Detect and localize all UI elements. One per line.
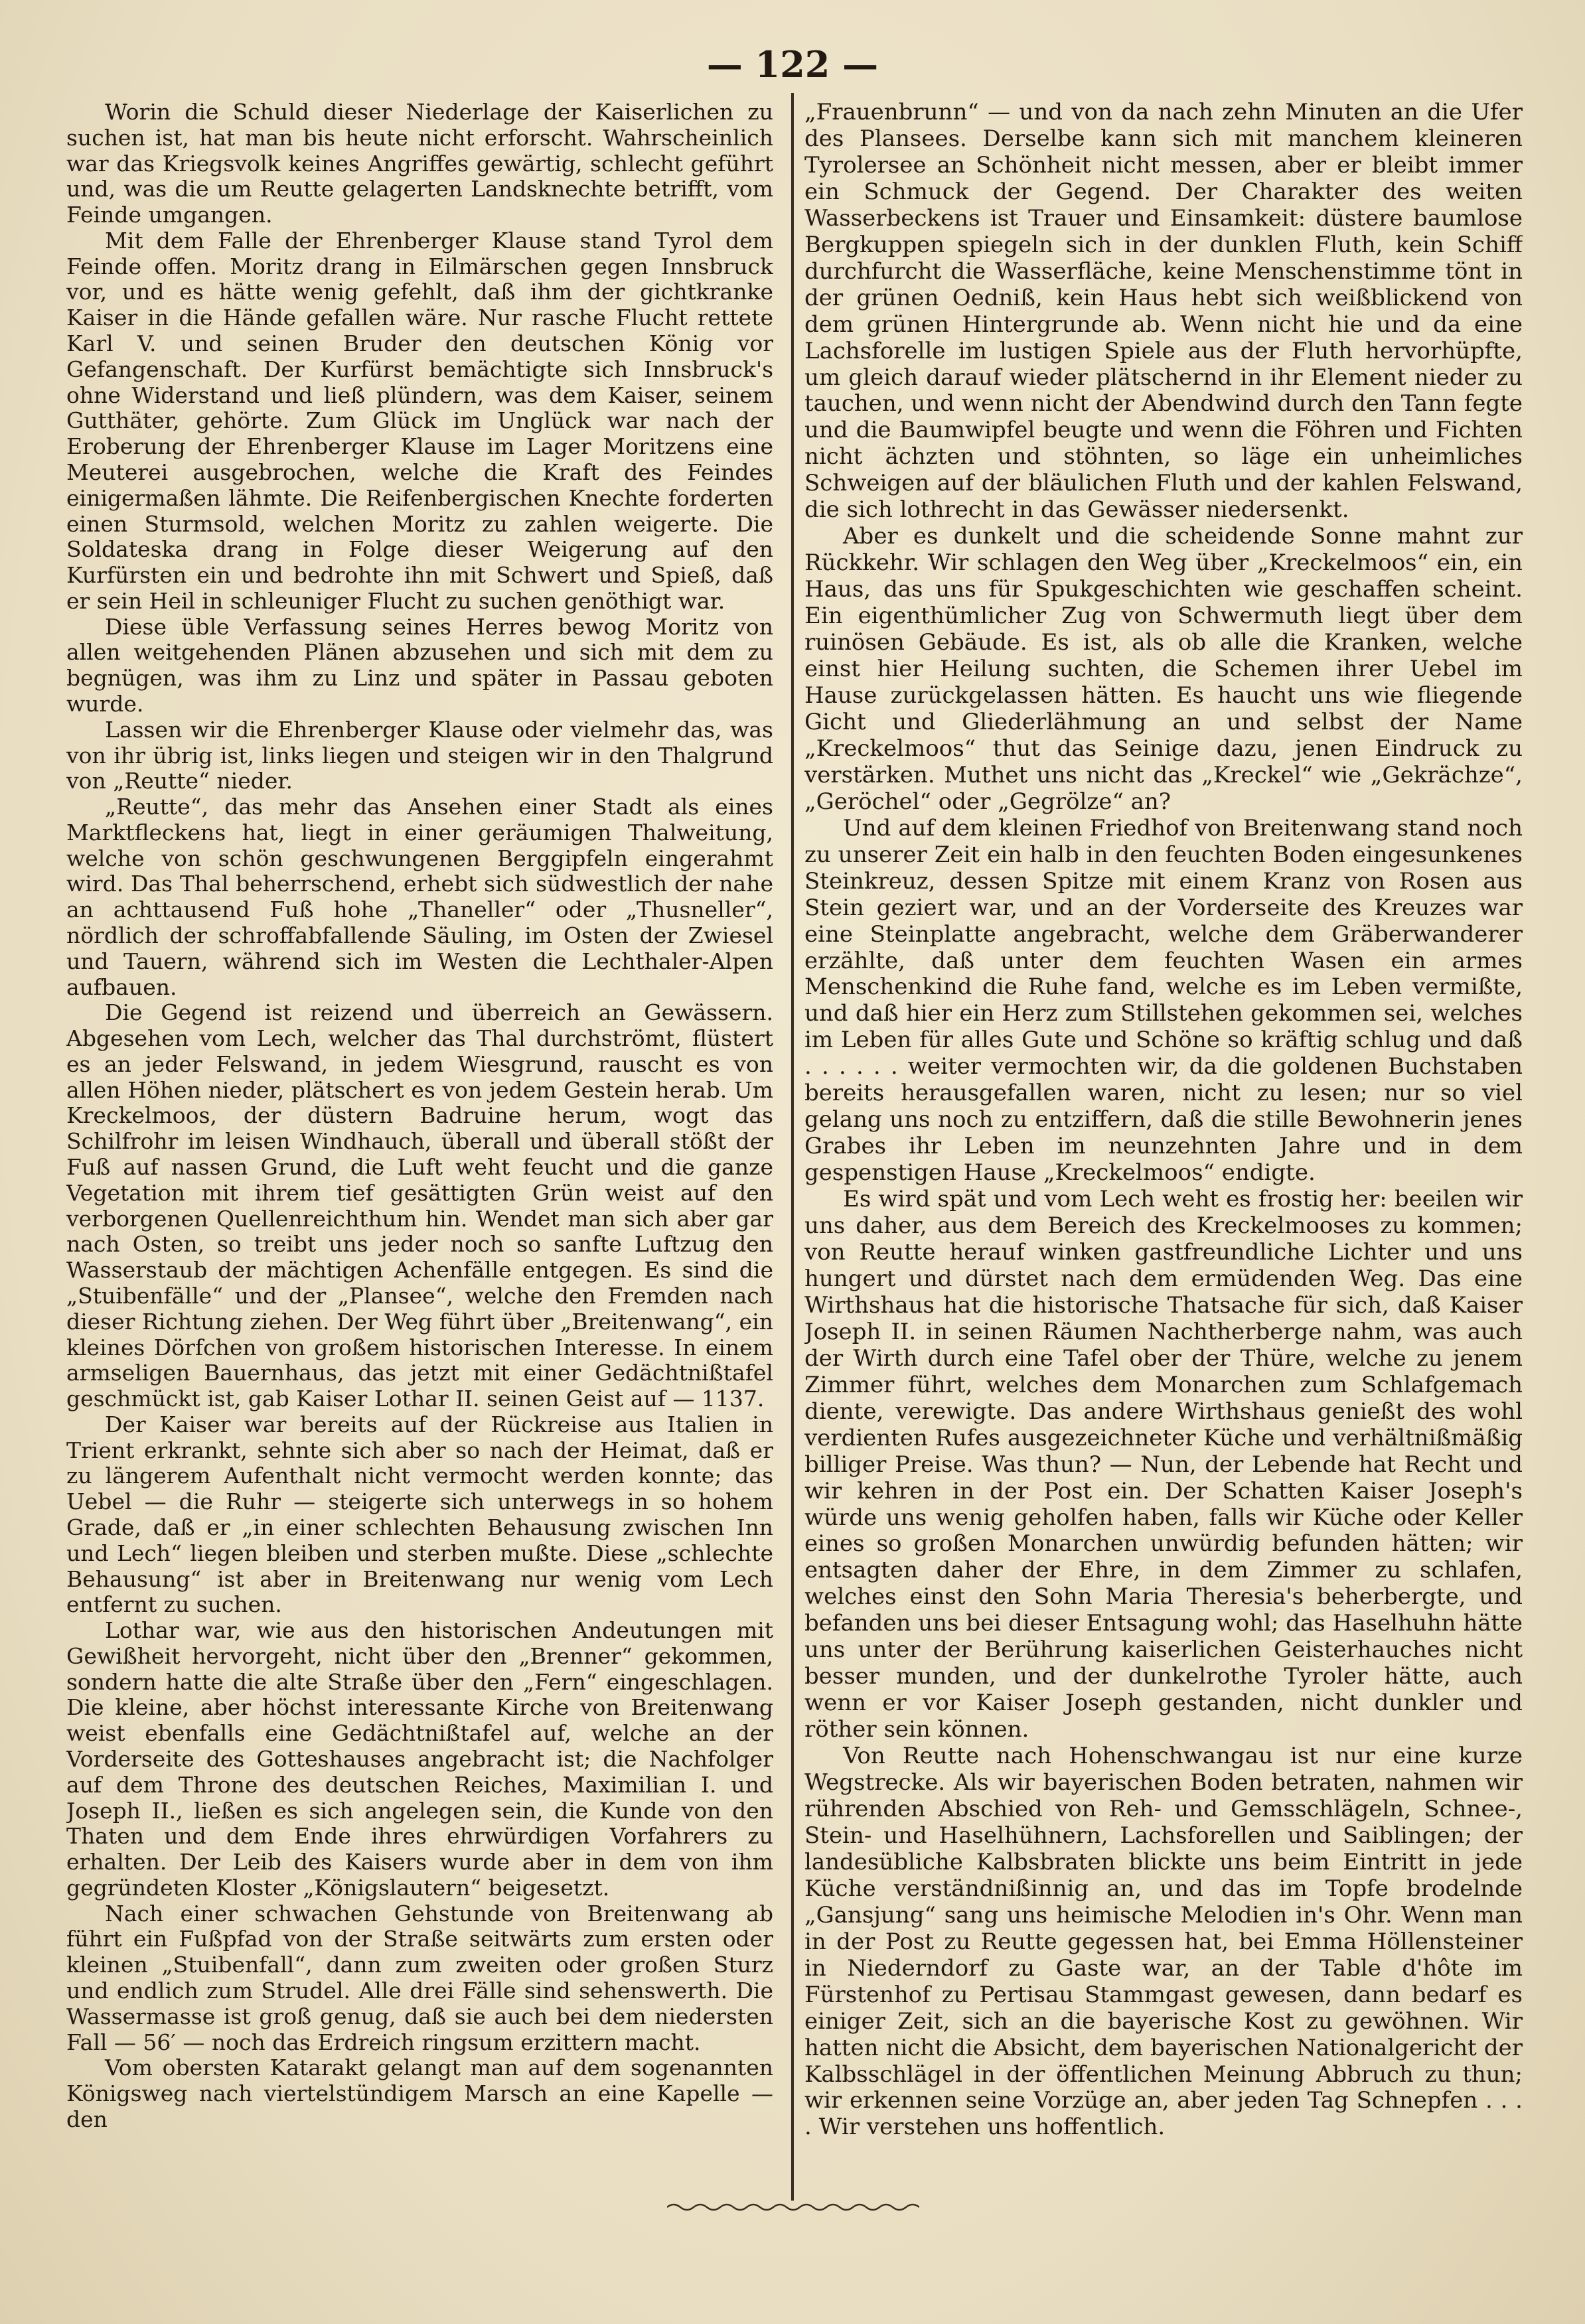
paragraph: Von Reutte nach Hohenschwangau ist nur eine kurze Wegstrecke. Als wir bayerischen Boden betraten, nahmen wir rührenden Abschied von Reh- und Gemsschlägeln, Schnee-, Stein- und Haselhühnern, Lachsforellen und Saiblingen; der landesübliche Kalbsbraten blickte uns beim Eintritt in jede Küche verständnißinnig an, und das im Topfe brodelnde „Gansjung“ sang uns heimische Melodien in's Ohr. Wenn man in der Post zu Reutte gegessen hat, bei Emma Höllensteiner in Niederndorf zu Gaste war, an der Table d'hôte im Fürstenhof zu Pertisau Stammgast gewesen, dann bedarf es einiger Zeit, sich an die bayerische Kost zu gewöhnen. Wir hatten nicht die Absicht, dem bayerischen Nationalgericht der Kalbsschlägel in der öffentlichen Meinung Abbruch zu thun; wir erkennen seine Vorzüge an, aber jeden Tag Schnepfen . . . . Wir verstehen uns hoffentlich. [804, 1743, 1523, 2141]
paragraph: Und auf dem kleinen Friedhof von Breitenwang stand noch zu unserer Zeit ein halb in den feuchten Boden eingesunkenes Steinkreuz, dessen Spitze mit einem Kranz von Rosen aus Stein geziert war, und an der Vorderseite des Kreuzes war eine Steinplatte angebracht, welche dem Gräberwanderer erzählte, daß unter dem feuchten Wasen ein armes Menschenkind die Ruhe fand, welche es im Leben vermißte, und daß hier ein Herz zum Stillstehen gekommen sei, welches im Leben für alles Gute und Schöne so kräftig schlug und daß . . . . . . weiter vermochten wir, da die goldenen Buchstaben bereits herausgefallen waren, nicht zu lesen; nur so viel gelang uns noch zu entziffern, daß die stille Bewohnerin jenes Grabes ihr Leben im neunzehnten Jahre und in dem gespenstigen Hause „Kreckelmoos“ endigte. [804, 814, 1523, 1187]
left-column [66, 100, 773, 2190]
paragraph: Lothar war, wie aus den historischen Andeutungen mit Gewißheit hervorgeht, nicht über den „Brenner“ gekommen, sondern hatte die alte Straße über den „Fern“ eingeschlagen. Die kleine, aber höchst interessante Kirche von Breitenwang weist ebenfalls eine Gedächtnißtafel auf, welche an der Vorderseite des Gotteshauses angebracht ist; die Nachfolger auf dem Throne des deutschen Reiches, Maximilian I. und Joseph II., ließen es sich angelegen sein, die Kunde von den Thaten und dem Ende ihres ehrwürdigen Vorfahrers zu erhalten. Der Leib des Kaisers wurde aber in dem von ihm gegründeten Kloster „Königslautern“ beigesetzt. [66, 1617, 773, 1901]
paragraph: Lassen wir die Ehrenberger Klause oder vielmehr das, was von ihr übrig ist, links liegen und steigen wir in den Thalgrund von „Reutte“ nieder. [66, 716, 773, 794]
paragraph: Aber es dunkelt und die scheidende Sonne mahnt zur Rückkehr. Wir schlagen den Weg über „Kreckelmoos“ ein, ein Haus, das uns für Spukgeschichten wie geschaffen scheint. Ein eigenthümlicher Zug von Schwermuth liegt über dem ruinösen Gebäude. Es ist, als ob alle die Kranken, welche einst hier Heilung suchten, die Schemen ihrer Uebel im Hause zurückgelassen hätten. Es haucht uns wie fliegende Gicht und Gliederlähmung an und selbst der Name „Kreckelmoos“ thut das Seinige dazu, jenen Eindruck zu verstärken. Muthet uns nicht das „Kreckel“ wie „Gekrächze“, „Geröchel“ oder „Gegrölze“ an? [804, 523, 1523, 815]
paragraph: Der Kaiser war bereits auf der Rückreise aus Italien in Trient erkrankt, sehnte sich aber so nach der Heimat, daß er zu längerem Aufenthalt nicht vermocht werden konnte; das Uebel — die Ruhr — steigerte sich unterwegs in so hohem Grade, daß er „in einer schlechten Behausung zwischen Inn und Lech“ liegen bleiben und sterben mußte. Diese „schlechte Behausung“ ist aber in Breitenwang nur wenig vom Lech entfernt zu suchen. [66, 1411, 773, 1618]
paragraph: Vom obersten Katarakt gelangt man auf dem sogenannten Königsweg nach viertelstündigem Marsch an eine Kapelle — den [66, 2055, 773, 2132]
wavy-end-ornament [667, 2200, 919, 2215]
paragraph: Mit dem Falle der Ehrenberger Klause stand Tyrol dem Feinde offen. Moritz drang in Eilmärschen gegen Innsbruck vor, und es hätte wenig gefehlt, daß ihm der gichtkranke Kaiser in die Hände gefallen wäre. Nur rasche Flucht rettete Karl V. und seinen Bruder den deutschen König vor Gefangenschaft. Der Kurfürst bemächtigte sich Innsbruck's ohne Widerstand und ließ plündern, was dem Kaiser, seinem Gutthäter, gehörte. Zum Glück im Unglück war nach der Eroberung der Ehrenberger Klause im Lager Moritzens eine Meuterei ausgebrochen, welche die Kraft des Feindes einigermaßen lähmte. Die Reifenbergischen Knechte forderten einen Sturmsold, welchen Moritz zu zahlen weigerte. Die Soldateska drang in Folge dieser Weigerung auf den Kurfürsten ein und bedrohte ihn mit Schwert und Spieß, daß er sein Heil in schleuniger Flucht zu suchen genöthigt war. [66, 227, 773, 614]
paragraph: Diese üble Verfassung seines Herres bewog Moritz von allen weitgehenden Plänen abzusehen und sich mit dem zu begnügen, was ihm zu Linz und später in Passau geboten wurde. [66, 613, 773, 717]
paragraph: Nach einer schwachen Gehstunde von Breitenwang ab führt ein Fußpfad von der Straße seitwärts zum ersten oder kleinen „Stuibenfall“, dann zum zweiten oder großen Sturz und endlich zum Strudel. Alle drei Fälle sind sehenswerth. Die Wassermasse ist groß genug, daß sie auch bei dem niedersten Fall — 56′ — noch das Erdreich ringsum erzittern macht. [66, 1900, 773, 2055]
paragraph-continuation: „Frauenbrunn“ — und von da nach zehn Minuten an die Ufer des Plansees. Derselbe kann sich mit manchem kleineren Tyrolersee an Schönheit nicht messen, aber er bleibt immer ein Schmuck der Gegend. Der Charakter des weiten Wasserbeckens ist Trauer und Einsamkeit: düstere baumlose Bergkuppen spiegeln sich in der dunklen Fluth, kein Schiff durchfurcht die Wasserfläche, keine Menschenstimme tönt in der grünen Oedniß, kein Haus hebt sich weißblickend von dem grünen Hintergrunde ab. Wenn nicht hie und da eine Lachsforelle im lustigen Spiele aus der Fluth hervorhüpfte, um gleich darauf wieder plätschernd in ihr Element nieder zu tauchen, und wenn nicht der Abendwind durch den Tann fegte und die Baumwipfel beugte und wenn die Föhren und Fichten nicht ächzten und stöhnten, so läge ein unheimliches Schweigen auf der bläulichen Fluth und der kahlen Felswand, die sich lothrecht in das Gewässer niedersenkt. [804, 100, 1523, 524]
paragraph: „Reutte“, das mehr das Ansehen einer Stadt als eines Marktfleckens hat, liegt in einer geräumigen Thalweitung, welche von schön geschwungenen Berggipfeln eingerahmt wird. Das Thal beherrschend, erhebt sich südwestlich der nahe an achttausend Fuß hohe „Thaneller“ oder „Thusneller“, nördlich der schroffabfallende Säuling, im Osten der Zwiesel und Tauern, während sich im Westen die Lechthaler-Alpen aufbauen. [66, 794, 773, 1000]
paragraph: Es wird spät und vom Lech weht es frostig her: beeilen wir uns daher, aus dem Bereich des Kreckelmooses zu kommen; von Reutte herauf winken gastfreundliche Lichter und uns hungert und dürstet nach dem ermüdenden Weg. Das eine Wirthshaus hat die historische Thatsache für sich, daß Kaiser Joseph II. in seinen Räumen Nachtherberge nahm, was auch der Wirth durch eine Tafel ober der Thüre, welche zu jenem Zimmer führt, welches dem Monarchen zum Schlafgemach diente, verewigte. Das andere Wirthshaus genießt des wohl verdienten Rufes ausgezeichneter Küche und verhältnißmäßig billiger Preise. Was thun? — Nun, der Lebende hat Recht und wir kehren in der Post ein. Der Schatten Kaiser Joseph's würde uns wenig geholfen haben, falls wir Küche oder Keller eines so großen Monarchen unwürdig befunden hätten; wir entsagten daher der Ehre, in dem Zimmer zu schlafen, welches einst den Sohn Maria Theresia's beherbergte, und befanden uns bei dieser Entsagung wohl; das Haselhuhn hätte uns unter der Berührung kaiserlichen Geisterhauches nicht besser munden, und der dunkelrothe Tyroler hätte, auch wenn er vor Kaiser Joseph gestanden, nicht dunkler und röther sein können. [804, 1186, 1523, 1743]
column-divider [791, 93, 794, 2201]
paragraph: Die Gegend ist reizend und überreich an Gewässern. Abgesehen vom Lech, welcher das Thal durchströmt, flüstert es an jeder Felswand, in jedem Wiesgrund, rauscht es von allen Höhen nieder, plätschert es von jedem Gestein herab. Um Kreckelmoos, der düstern Badruine herum, wogt das Schilfrohr im leisen Windhauch, überall und überall stößt der Fuß auf nassen Grund, die Luft weht feucht und die ganze Vegetation mit ihrem tief gesättigten Grün weist auf den verborgenen Quellenreichthum hin. Wendet man sich aber gar nach Osten, so treibt uns jeder noch so sanfte Luftzug den Wasserstaub der mächtigen Achenfälle entgegen. Es sind die „Stuibenfälle“ und der „Plansee“, welche den Fremden nach dieser Richtung ziehen. Der Weg führt über „Breitenwang“, ein kleines Dörfchen von großem historischen Interesse. In einem armseligen Bauernhaus, das jetzt mit einer Gedächtnißtafel geschmückt ist, gab Kaiser Lothar II. seinen Geist auf — 1137. [66, 999, 773, 1412]
right-column [804, 100, 1523, 2190]
page-number: — 122 — [706, 43, 879, 86]
paragraph: Worin die Schuld dieser Niederlage der Kaiserlichen zu suchen ist, hat man bis heute nicht erforscht. Wahrscheinlich war das Kriegsvolk keines Angriffes gewärtig, schlecht geführt und, was die um Reutte gelagerten Landsknechte betrifft, vom Feinde umgangen. [66, 100, 773, 228]
